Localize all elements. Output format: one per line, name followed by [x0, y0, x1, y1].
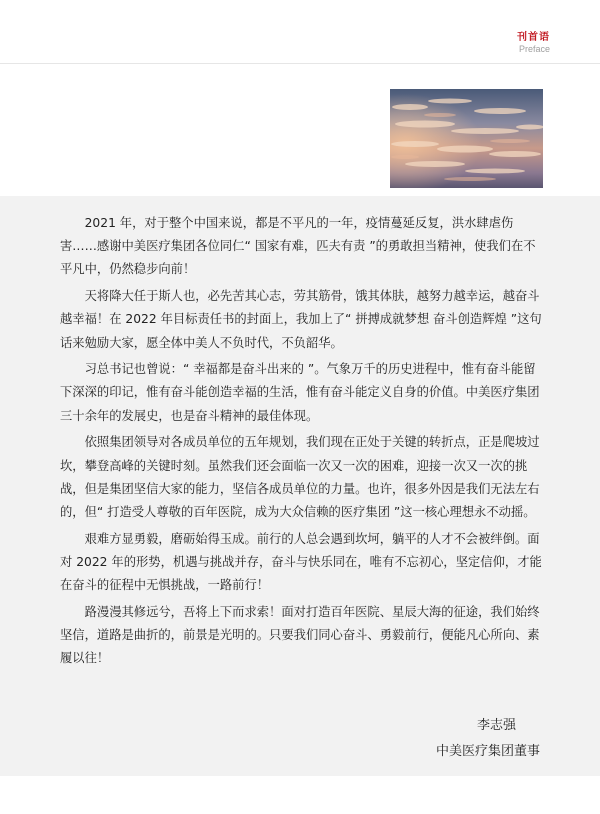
section-title-english: Preface	[518, 44, 550, 54]
paragraph-5: 艰难方显勇毅，磨砺始得玉成。前行的人总会遇到坎坷，躺平的人才不会被绊倒。面对 2022 年的形势，机遇与挑战并存，奋斗与快乐同在，唯有不忘初心，坚定信仰，才能在奋斗的征程中无惧挑战，一路前行！	[60, 531, 542, 593]
paragraph-1: 2021 年，对于整个中国来说，都是不平凡的一年，疫情蔓延反复，洪水肆虐伤害……感谢中美医疗集团各位同仁“ 国家有难，匹夫有责 ”的勇敢担当精神，使我们在不平凡中，仍然稳步向前！	[60, 216, 536, 277]
sunset-sky-photo	[390, 89, 543, 188]
paragraph-3: 习总书记也曾说：“ 幸福都是奋斗出来的 ”。气象万千的历史进程中，惟有奋斗能留下深深的印记，惟有奋斗能创造幸福的生活，惟有奋斗能定义自身的价值。中美医疗集团三十余年的发展史，也是奋斗精神的最佳体现。	[60, 362, 540, 423]
signature-block	[436, 713, 540, 765]
paragraph-6: 路漫漫其修远兮，吾将上下而求索！面对打造百年医院、星辰大海的征途，我们始终坚信，道路是曲折的，前景是光明的。只要我们同心奋斗、勇毅前行，便能凡心所向、素履以往！	[60, 604, 540, 666]
section-title: 刊首语	[517, 32, 550, 43]
article-body	[60, 212, 544, 674]
paragraph-4: 依照集团领导对各成员单位的五年规划，我们现在正处于关键的转折点，正是爬坡过坎，攀登高峰的关键时刻。虽然我们还会面临一次又一次的困难，迎接一次又一次的挑战，但是集团坚信大家的能力，坚信各成员单位的力量。也许，很多外因是我们无法左右的，但“ 打造受人尊敬的百年医院，成为大众信赖的医疗集团 ”这一核心理想永不动摇。	[60, 435, 540, 519]
paragraph-2: 天将降大任于斯人也，必先苦其心志，劳其筋骨，饿其体肤，越努力越幸运，越奋斗越幸福！在 2022 年目标责任书的封面上，我加上了“ 拼搏成就梦想 奋斗创造辉煌 ”这句话来勉励大家，愿全体中美人不负时代，不负韶华。	[60, 289, 542, 350]
signature-name: 李志强	[476, 718, 516, 733]
header-divider	[0, 63, 600, 64]
signature-title: 中美医疗集团董事	[435, 744, 540, 759]
page-header	[517, 28, 550, 54]
